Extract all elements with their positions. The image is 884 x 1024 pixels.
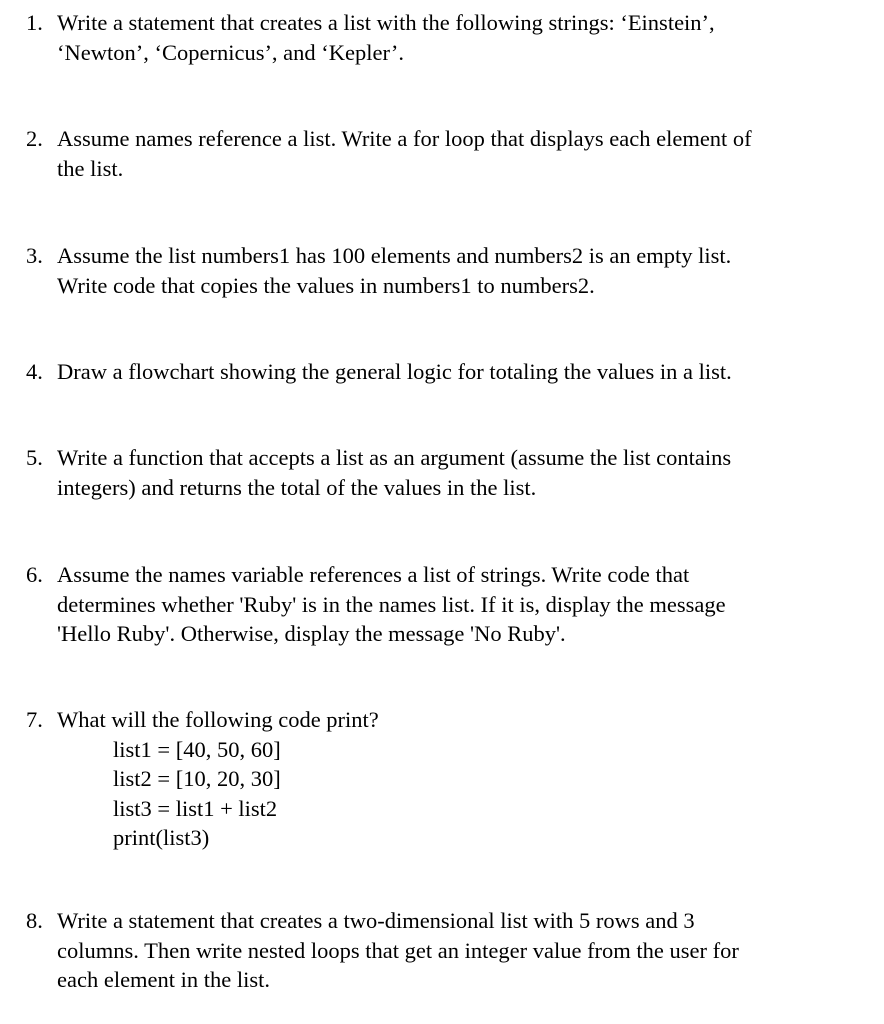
question-line: the list.	[57, 155, 124, 181]
code-line: print(list3)	[113, 825, 210, 850]
question-line: determines whether 'Ruby' is in the names list. If it is, display the message	[57, 591, 726, 617]
question-line: What will the following code print?	[57, 707, 379, 732]
question-line: Write code that copies the values in numbers1 to numbers2.	[57, 272, 595, 298]
question-line: 'Hello Ruby'. Otherwise, display the message 'No Ruby'.	[57, 621, 566, 646]
question-number: 7.	[26, 707, 43, 732]
question-text	[57, 560, 857, 649]
question-text	[57, 124, 857, 183]
question-number: 6.	[26, 562, 43, 587]
code-line: list1 = [40, 50, 60]	[113, 736, 281, 762]
question-number: 8.	[26, 908, 43, 933]
question-text	[57, 906, 857, 995]
question-number: 5.	[26, 445, 43, 470]
question-line: Write a statement that creates a two-dimensional list with 5 rows and 3	[57, 908, 695, 933]
question-number: 4.	[26, 359, 43, 384]
question-line: Draw a flowchart showing the general logic for totaling the values in a list.	[57, 359, 732, 384]
question-line: Write a statement that creates a list with the following strings: ‘Einstein’,	[57, 10, 715, 35]
question-line: each element in the list.	[57, 967, 271, 992]
question-line: ‘Newton’, ‘Copernicus’, and ‘Kepler’.	[57, 39, 404, 65]
question-text	[57, 443, 857, 502]
question-line: columns. Then write nested loops that get an integer value from the user for	[57, 937, 739, 963]
code-line: list2 = [10, 20, 30]	[113, 766, 281, 791]
question-text	[57, 357, 857, 387]
question-text	[57, 705, 857, 853]
question-number: 2.	[26, 126, 43, 151]
question-text	[57, 241, 857, 300]
question-line: Write a function that accepts a list as an argument (assume the list contains	[57, 445, 732, 470]
question-line: integers) and returns the total of the values in the list.	[57, 474, 537, 500]
question-line: Assume names reference a list. Write a for loop that displays each element of	[57, 126, 752, 151]
question-line: Assume the list numbers1 has 100 elements and numbers2 is an empty list.	[57, 243, 732, 268]
code-block	[57, 735, 857, 853]
question-number: 1.	[26, 10, 43, 35]
question-text	[57, 8, 857, 67]
question-line: Assume the names variable references a list of strings. Write code that	[57, 562, 690, 587]
question-number: 3.	[26, 243, 43, 268]
code-line: list3 = list1 + list2	[113, 795, 278, 821]
